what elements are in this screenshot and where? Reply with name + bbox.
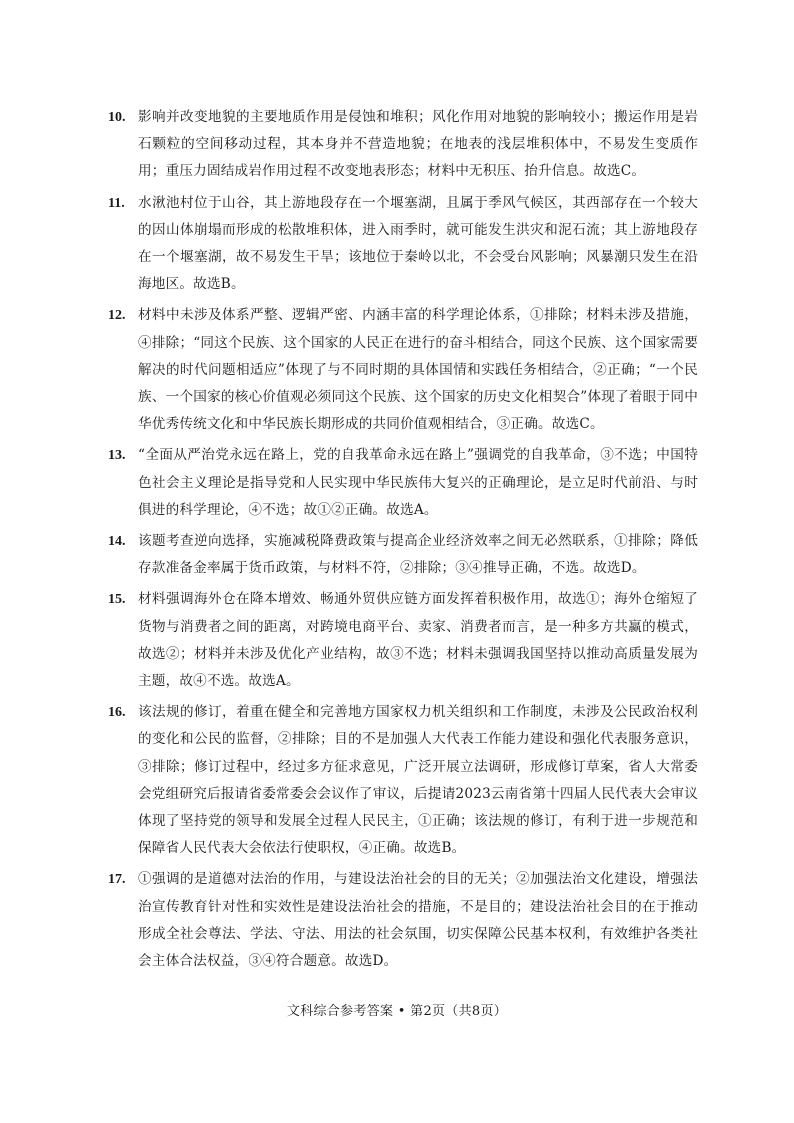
item-number: 15. xyxy=(108,592,126,608)
item-text: 影响并改变地貌的主要地质作用是侵蚀和堆积；风化作用对地貌的影响较小；搬运作用是岩石颗粒的空间移动过程，其本身并不营造地貌；在地表的浅层堆积体中，不易发生变质作用；重压力固结成岩作用过程不改变地表形态；材料中无积压、抬升信息。故选C。 xyxy=(138,109,698,180)
answer-item-15 xyxy=(108,586,698,695)
page-footer: 文科综合参考答案 • 第2页（共8页） xyxy=(286,1004,508,1019)
item-text: 水湫池村位于山谷，其上游地段存在一个堰塞湖，且属于季风气候区，其西部存在一个较大的因山体崩塌而形成的松散堆积体，进入雨季时，就可能发生洪灾和泥石流；其上游地段存在一个堰塞湖，故不易发生干旱；该地位于秦岭以北，不会受台风影响；风暴潮只发生在沿海地区。故选B。 xyxy=(138,194,698,293)
item-number: 17. xyxy=(108,872,126,888)
answer-item-12 xyxy=(108,302,698,438)
answer-item-14 xyxy=(108,528,698,582)
item-number: 12. xyxy=(108,308,126,324)
item-text: 该法规的修订，着重在健全和完善地方国家权力机关组织和工作制度，未涉及公民政治权利的变化和公民的监督，②排除；目的不是加强人大代表工作能力建设和强化代表服务意识，③排除；修订过程中，经过多方征求意见，广泛开展立法调研，形成修订草案，省人大常委会党组研究后报请省委常委会会议作了审议，后提请2023云南省第十四届人民代表大会审议体现了坚持党的领导和发展全过程人民民主，①正确；该法规的修订，有利于进一步规范和保障省人民代表大会依法行使职权，④正确。故选B。 xyxy=(138,704,698,857)
item-number: 13. xyxy=(108,448,126,464)
answer-item-16 xyxy=(108,699,698,862)
item-text: “全面从严治党永远在路上，党的自我革命永远在路上”强调党的自我革命，③不选；中国特色社会主义理论是指导党和人民实现中华民族伟大复兴的正确理论，是立足时代前沿、与时俱进的科学理论，④不选；故①②正确。故选A。 xyxy=(138,447,698,518)
answer-item-11 xyxy=(108,190,698,299)
answer-list xyxy=(108,104,698,979)
item-number: 16. xyxy=(108,705,126,721)
answer-item-17 xyxy=(108,866,698,975)
item-text: 该题考查逆向选择，实施减税降费政策与提高企业经济效率之间无必然联系，①排除；降低存款准备金率属于货币政策，与材料不符，②排除；③④推导正确，不选。故选D。 xyxy=(138,533,698,577)
item-number: 10. xyxy=(108,110,126,125)
item-number: 11. xyxy=(108,195,125,211)
answer-item-10 xyxy=(108,104,698,186)
item-text: 材料中未涉及体系严整、逻辑严密、内涵丰富的科学理论体系，①排除；材料未涉及措施，④排除；“同这个民族、这个国家的人民正在进行的奋斗相结合，同这个民族、这个国家需要解决的时代问题相适应”体现了与不同时期的具体国情和实践任务相结合，②正确；“一个民族、一个国家的核心价值观必须同这个民族、这个国家的历史文化相契合”体现了着眼于同中华优秀传统文化和中华民族长期形成的共同价值观相结合，③正确。故选C。 xyxy=(138,307,698,433)
item-text: 材料强调海外仓在降本增效、畅通外贸供应链方面发挥着积极作用，故选①；海外仓缩短了货物与消费者之间的距离，对跨境电商平台、卖家、消费者而言，是一种多方共赢的模式，故选②；材料并未涉及优化产业结构，故③不选；材料未强调我国坚持以推动高质量发展为主题，故④不选。故选A。 xyxy=(138,591,698,690)
answer-item-13 xyxy=(108,442,698,524)
item-number: 14. xyxy=(108,534,126,550)
item-text: ①强调的是道德对法治的作用，与建设法治社会的目的无关；②加强法治文化建设，增强法治宣传教育针对性和实效性是建设法治社会的措施，不是目的；建设法治社会目的在于推动形成全社会尊法、学法、守法、用法的社会氛围，切实保障公民基本权利，有效维护各类社会主体合法权益，③④符合题意。故选D。 xyxy=(138,871,698,970)
